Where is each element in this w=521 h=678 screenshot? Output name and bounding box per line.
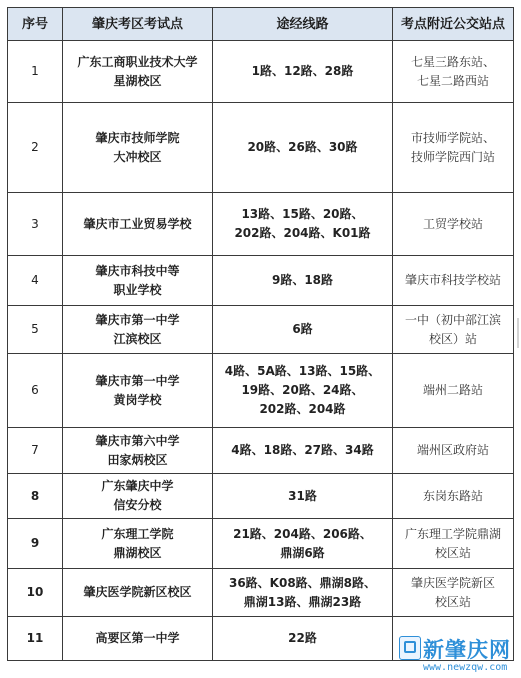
cell-seq: 2 — [8, 103, 63, 193]
cell-seq: 5 — [8, 306, 63, 354]
cell-bus-stops-line: 校区）站 — [428, 331, 477, 346]
cell-routes — [213, 617, 393, 661]
bus-route-table — [7, 7, 514, 661]
table-row — [8, 193, 514, 256]
cell-bus-stops-line: 肇庆市科技学校站 — [404, 273, 501, 287]
cell-exam-site-line: 广东工商职业技术大学 — [77, 54, 198, 69]
cell-bus-stops — [393, 306, 514, 354]
scrollbar-hint — [517, 318, 519, 348]
cell-routes-line: 31路 — [288, 488, 317, 503]
cell-bus-stops-line: 东岗东路站 — [422, 488, 483, 503]
cell-exam-site-line: 肇庆市第一中学 — [95, 373, 180, 388]
cell-exam-site-line: 肇庆市第一中学 — [95, 312, 180, 327]
cell-bus-stops-line: 七星二路西站 — [416, 73, 489, 88]
table-row — [8, 569, 514, 617]
cell-bus-stops — [393, 41, 514, 103]
bus-route-table-container — [7, 7, 513, 661]
cell-exam-site — [63, 41, 213, 103]
cell-bus-stops-line: 七星三路东站、 — [410, 54, 495, 69]
cell-bus-stops-line: 一中（初中部江滨 — [404, 312, 501, 327]
cell-routes — [213, 428, 393, 474]
cell-routes-line: 4路、5A路、13路、15路、 — [224, 364, 381, 378]
cell-exam-site-line: 信安分校 — [113, 498, 162, 512]
table-row — [8, 306, 514, 354]
cell-exam-site-line: 肇庆市技师学院 — [95, 130, 180, 145]
cell-exam-site — [63, 569, 213, 617]
cell-exam-site-line: 职业学校 — [113, 282, 162, 297]
cell-bus-stops — [393, 428, 514, 474]
cell-routes — [213, 306, 393, 354]
cell-exam-site-line: 田家炳校区 — [107, 452, 168, 467]
cell-seq: 10 — [8, 569, 63, 617]
cell-routes — [213, 193, 393, 256]
cell-routes-line: 21路、204路、206路、 — [233, 526, 372, 541]
cell-routes-line: 20路、26路、30路 — [247, 140, 358, 154]
cell-routes-line: 9路、18路 — [271, 273, 334, 287]
cell-bus-stops — [393, 474, 514, 519]
cell-bus-stops — [393, 193, 514, 256]
cell-seq: 9 — [8, 519, 63, 569]
cell-exam-site — [63, 354, 213, 428]
cell-exam-site — [63, 428, 213, 474]
cell-routes-line: 鼎湖6路 — [280, 545, 325, 560]
cell-routes — [213, 519, 393, 569]
cell-exam-site — [63, 519, 213, 569]
header-bus-stops: 考点附近公交站点 — [393, 8, 514, 41]
cell-routes-line: 36路、K08路、鼎湖8路、 — [228, 575, 377, 590]
cell-exam-site-line: 广东理工学院 — [101, 526, 174, 541]
table-body — [8, 41, 514, 661]
cell-exam-site-line: 肇庆市科技中等 — [95, 263, 180, 278]
table-row — [8, 103, 514, 193]
cell-exam-site-line: 星湖校区 — [113, 73, 162, 88]
cell-bus-stops-line: 市技师学院站、 — [410, 130, 495, 145]
cell-seq: 6 — [8, 354, 63, 428]
cell-exam-site-line: 高要区第一中学 — [95, 631, 180, 645]
cell-bus-stops-line: 端州区政府站 — [416, 443, 489, 457]
cell-routes-line: 6路 — [292, 322, 313, 336]
cell-seq: 1 — [8, 41, 63, 103]
cell-routes-line: 1路、12路、28路 — [251, 64, 354, 78]
table-header-row — [8, 8, 514, 41]
cell-bus-stops — [393, 256, 514, 306]
cell-exam-site — [63, 474, 213, 519]
table-row — [8, 428, 514, 474]
cell-routes-line: 22路 — [288, 631, 317, 645]
cell-exam-site-line: 肇庆市工业贸易学校 — [83, 216, 192, 231]
cell-seq: 7 — [8, 428, 63, 474]
table-row — [8, 41, 514, 103]
cell-routes — [213, 474, 393, 519]
cell-bus-stops-line: 肇庆医学院新区 — [410, 575, 495, 590]
cell-routes-line: 4路、18路、27路、34路 — [231, 443, 374, 457]
cell-exam-site — [63, 193, 213, 256]
cell-bus-stops-line: 工贸学校站 — [422, 216, 483, 231]
cell-routes-line: 19路、20路、24路、 — [241, 383, 364, 397]
cell-routes — [213, 569, 393, 617]
header-exam-site: 肇庆考区考试点 — [63, 8, 213, 41]
cell-seq: 3 — [8, 193, 63, 256]
cell-bus-stops-line: 端州二路站 — [422, 383, 483, 397]
watermark-url: www.newzqw.com — [423, 662, 508, 673]
cell-seq: 4 — [8, 256, 63, 306]
table-row — [8, 474, 514, 519]
cell-exam-site-line: 肇庆市第六中学 — [95, 433, 180, 448]
header-seq: 序号 — [8, 8, 63, 41]
cell-exam-site-line: 大冲校区 — [113, 149, 162, 164]
cell-bus-stops-line: 广东理工学院鼎湖 — [404, 526, 501, 541]
cell-bus-stops-line: 校区站 — [434, 594, 471, 609]
cell-routes — [213, 354, 393, 428]
cell-routes — [213, 41, 393, 103]
cell-bus-stops — [393, 569, 514, 617]
cell-bus-stops — [393, 519, 514, 569]
cell-exam-site — [63, 103, 213, 193]
table-row — [8, 519, 514, 569]
cell-exam-site-line: 黄岗学校 — [113, 392, 162, 407]
cell-bus-stops — [393, 354, 514, 428]
site-watermark — [399, 634, 514, 676]
cell-seq: 11 — [8, 617, 63, 661]
cell-exam-site-line: 江滨校区 — [113, 331, 162, 346]
cell-exam-site-line: 鼎湖校区 — [113, 545, 162, 560]
table-row — [8, 256, 514, 306]
cell-exam-site-line: 广东肇庆中学 — [101, 479, 174, 493]
cell-exam-site — [63, 617, 213, 661]
cell-bus-stops — [393, 103, 514, 193]
cell-routes-line: 鼎湖13路、鼎湖23路 — [243, 594, 362, 609]
cell-routes-line: 202路、204路 — [259, 402, 346, 416]
cell-routes-line: 13路、15路、20路、 — [241, 207, 364, 221]
cell-exam-site — [63, 256, 213, 306]
cell-routes — [213, 103, 393, 193]
watermark-brand: 新肇庆网 — [423, 638, 511, 662]
header-routes: 途经线路 — [213, 8, 393, 41]
cell-exam-site-line: 肇庆医学院新区校区 — [83, 585, 192, 599]
cell-routes — [213, 256, 393, 306]
cell-seq: 8 — [8, 474, 63, 519]
cell-bus-stops-line: 校区站 — [434, 545, 471, 560]
watermark-logo-icon — [399, 636, 421, 660]
table-row — [8, 354, 514, 428]
cell-exam-site — [63, 306, 213, 354]
cell-routes-line: 202路、204路、K01路 — [234, 226, 371, 240]
cell-bus-stops-line: 技师学院西门站 — [410, 149, 495, 164]
